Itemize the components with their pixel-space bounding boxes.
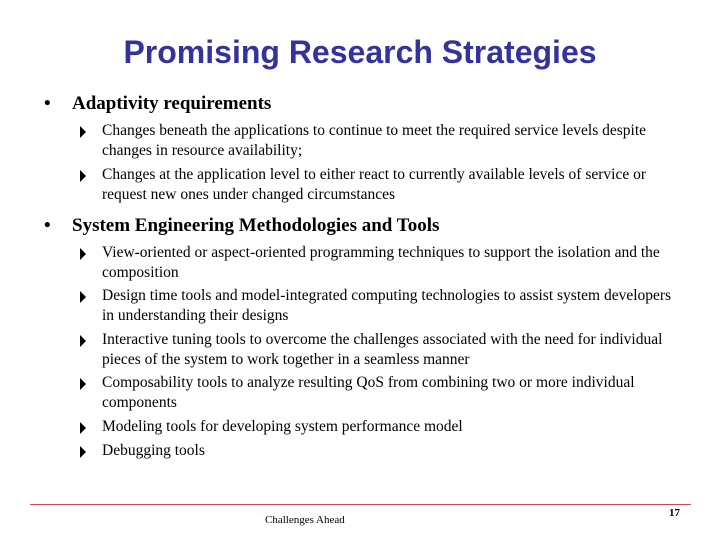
- triangle-bullet-icon: [80, 422, 86, 434]
- section-heading: [0, 92, 720, 116]
- list-item-text: View-oriented or aspect-oriented programming techniques to support the isolation and the composition: [102, 243, 660, 281]
- triangle-bullet-icon: [80, 248, 86, 260]
- list-item: [0, 165, 720, 205]
- triangle-bullet-icon: [80, 291, 86, 303]
- triangle-bullet-icon: [80, 126, 86, 138]
- slide-title: Promising Research Strategies: [123, 34, 597, 70]
- list-item: [0, 286, 720, 326]
- slide-content: [0, 92, 720, 464]
- subitem-list: [0, 243, 720, 461]
- list-item: [0, 417, 720, 437]
- list-item-text: Composability tools to analyze resulting QoS from combining two or more individual components: [102, 374, 635, 412]
- page-number: 17: [669, 507, 680, 519]
- triangle-bullet-icon: [80, 335, 86, 347]
- section-heading-text: Adaptivity requirements: [72, 93, 272, 114]
- triangle-bullet-icon: [80, 170, 86, 182]
- list-item: [0, 441, 720, 461]
- list-item-text: Design time tools and model-integrated computing technologies to assist system developers in understanding their designs: [102, 287, 672, 325]
- section-methodologies: [0, 214, 720, 461]
- list-item: [0, 243, 720, 283]
- section-adaptivity: [0, 92, 720, 205]
- footer-divider: [30, 504, 691, 505]
- list-item: [0, 373, 720, 413]
- bullet-icon: •: [44, 214, 51, 236]
- section-heading-text: System Engineering Methodologies and Tools: [72, 214, 440, 236]
- list-item-text: Changes beneath the applications to continue to meet the required service levels despite changes in resource availability;: [102, 122, 647, 159]
- triangle-bullet-icon: [80, 446, 86, 458]
- section-heading: [0, 214, 720, 238]
- list-item-text: Modeling tools for developing system performance model: [102, 417, 463, 435]
- footer-label: Challenges Ahead: [265, 514, 345, 526]
- triangle-bullet-icon: [80, 378, 86, 390]
- list-item: [0, 330, 720, 370]
- bullet-icon: •: [44, 93, 51, 114]
- list-item-text: Debugging tools: [102, 441, 205, 459]
- list-item: [0, 121, 720, 161]
- list-item-text: Interactive tuning tools to overcome the challenges associated with the need for individual pieces of the system to work together in a seamless manner: [102, 330, 663, 368]
- list-item-text: Changes at the application level to either react to currently available levels of service or request new ones under changed circumstances: [102, 165, 646, 203]
- subitem-list: [0, 121, 720, 205]
